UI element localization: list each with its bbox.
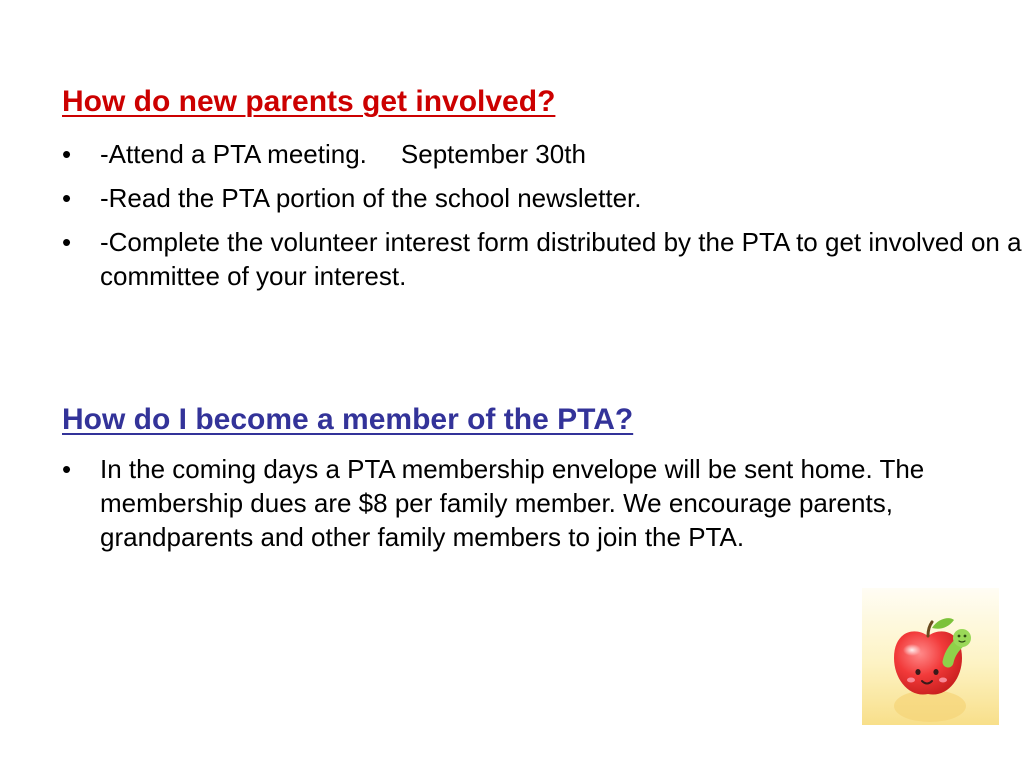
list-item [62, 452, 992, 554]
list-item [62, 181, 1022, 215]
heading-membership: How do I become a member of the PTA? [62, 403, 634, 436]
list-item-text: -Attend a PTA meeting. [100, 139, 367, 169]
new-parents-list [62, 137, 1022, 303]
bullet-dot: • [62, 454, 72, 484]
list-item [62, 137, 1022, 171]
list-item [62, 225, 1022, 293]
apple-with-worm-icon [862, 588, 999, 725]
list-item-text: -Read the PTA portion of the school newsletter. [100, 183, 642, 213]
meeting-date: September 30th [400, 139, 586, 169]
list-item-text: In the coming days a PTA membership envelope will be sent home. The membership dues are $8 per family member. We encourage parents, grandparents and other family members to join the PTA. [100, 454, 925, 552]
bullet-dot: • [62, 183, 72, 213]
list-item-text: -Complete the volunteer interest form distributed by the PTA to get involved on a committee of your interest. [100, 227, 1022, 291]
bullet-dot: • [62, 139, 72, 169]
membership-list [62, 452, 992, 564]
heading-new-parents: How do new parents get involved? [62, 85, 556, 118]
bullet-dot: • [62, 227, 72, 257]
